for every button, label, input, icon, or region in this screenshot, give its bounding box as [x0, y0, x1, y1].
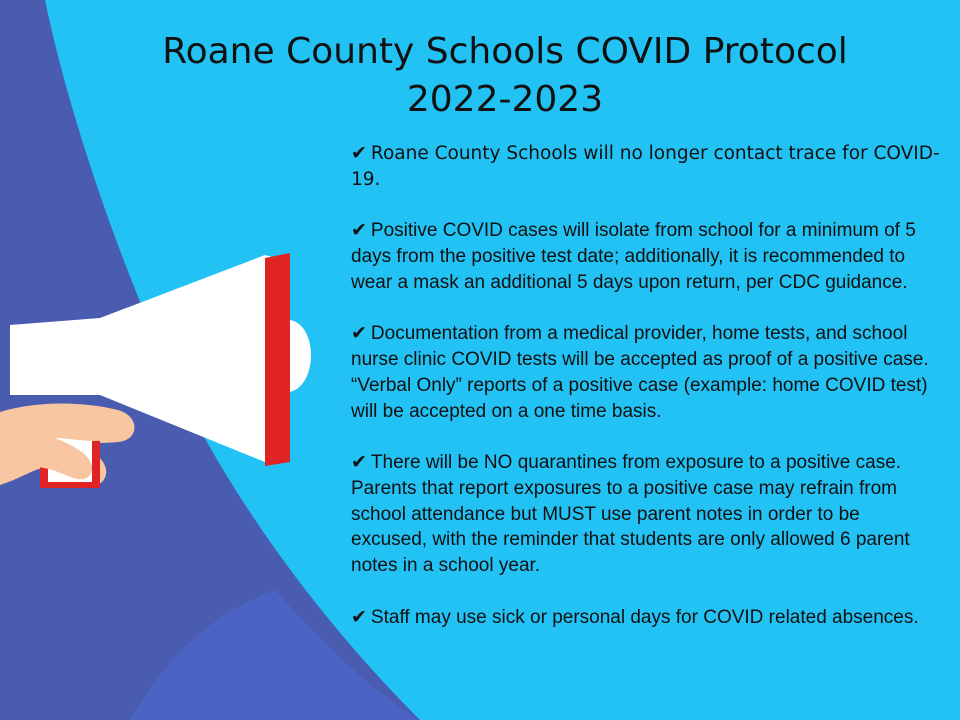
check-icon: ✔ [351, 142, 367, 164]
protocol-item [351, 218, 941, 295]
protocol-item [351, 321, 941, 424]
protocol-list [351, 141, 941, 630]
check-icon: ✔ [351, 322, 367, 345]
megaphone-cap [290, 320, 311, 392]
megaphone-rim [265, 253, 290, 466]
page-subtitle-year: 2022-2023 [406, 79, 604, 120]
check-icon: ✔ [351, 605, 367, 628]
protocol-item-text: Documentation from a medical provider, home tests, and school nurse clinic COVID tests will be accepted as proof of a positive case. “Verbal Only” reports of a positive case (example: home COVID test) will be accepted on a one time basis. [351, 323, 929, 422]
protocol-item [351, 141, 941, 193]
protocol-item [351, 605, 941, 631]
page-title: Roane County Schools COVID Protocol [162, 31, 848, 72]
protocol-item-text: Roane County Schools will no longer contact trace for COVID-19. [351, 143, 940, 190]
protocol-item [351, 450, 941, 579]
protocol-item-text: Positive COVID cases will isolate from school for a minimum of 5 days from the positive test date; additionally, it is recommended to wear a mask an additional 5 days upon return, per CDC guidance. [351, 220, 916, 293]
check-icon: ✔ [351, 219, 367, 242]
check-icon: ✔ [351, 450, 367, 473]
protocol-item-text: There will be NO quarantines from exposure to a positive case. Parents that report exposures to a positive case may refrain from school attendance but MUST use parent notes in order to be excused, with the reminder that students are only allowed 6 parent notes in a school year. [351, 451, 910, 577]
protocol-item-text: Staff may use sick or personal days for COVID related absences. [370, 606, 919, 628]
